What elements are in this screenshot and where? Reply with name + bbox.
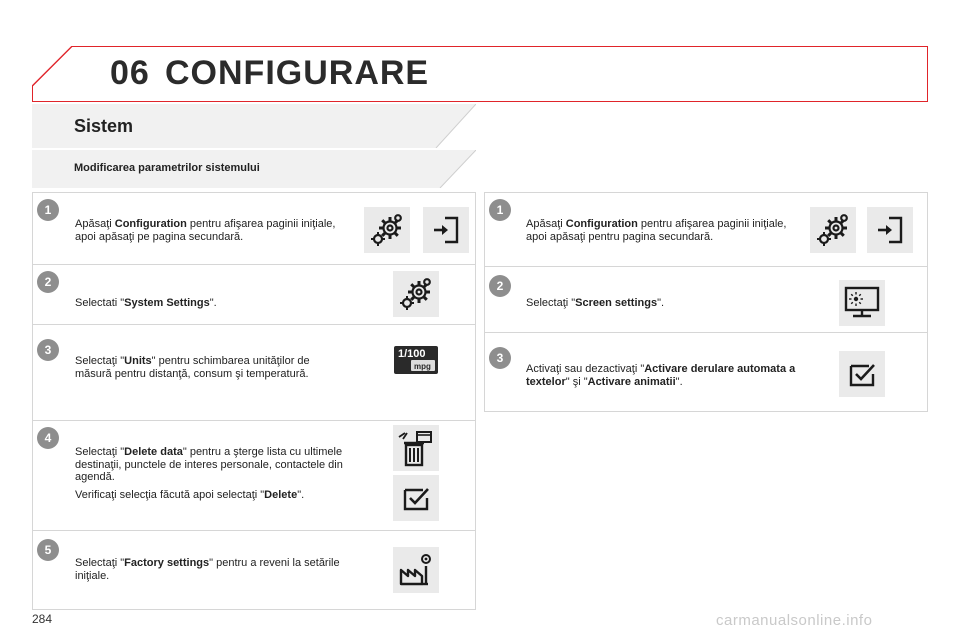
step-text-run: " şi " bbox=[565, 375, 588, 388]
step-number-badge: 1 bbox=[489, 199, 511, 221]
confirm-check-icon bbox=[839, 351, 885, 397]
step-number-badge: 2 bbox=[37, 271, 59, 293]
units-icon-top: 1/100 bbox=[398, 348, 426, 360]
step-number-badge: 4 bbox=[37, 427, 59, 449]
confirm-check-icon bbox=[393, 475, 439, 521]
step-text-run: ". bbox=[675, 375, 683, 388]
step-text-run: Selectaţi " bbox=[75, 446, 125, 458]
step-text-run: Selectati " bbox=[75, 297, 125, 309]
step-text bbox=[526, 363, 806, 388]
step-text-run: Apăsaţi bbox=[75, 218, 115, 230]
step-text-run: " pentru a reveni la setările iniţiale. bbox=[75, 557, 340, 582]
step-text bbox=[75, 557, 345, 582]
gears-icon bbox=[364, 207, 410, 253]
step-text bbox=[75, 297, 345, 310]
step-number-badge: 3 bbox=[37, 339, 59, 361]
step-text bbox=[75, 218, 345, 243]
step-text-emphasis: Delete bbox=[264, 488, 298, 501]
step-text-emphasis: Factory settings bbox=[124, 557, 210, 569]
step-text-run: " pentru a şterge lista cu ultimele destinaţii, punctele de interes personale, contactele din agendă. bbox=[75, 446, 343, 483]
step bbox=[33, 193, 475, 265]
step-text-paragraph bbox=[75, 446, 359, 484]
step-text-run: pentru afişarea paginii iniţiale, apoi apăsaţi pe pagina secundară. bbox=[75, 218, 336, 243]
step-text-emphasis: Units bbox=[124, 355, 152, 367]
factory-settings-icon bbox=[393, 547, 439, 593]
step bbox=[33, 421, 475, 531]
left-steps-panel bbox=[32, 192, 476, 610]
step-text-emphasis: System Settings bbox=[124, 297, 210, 309]
gears-icon bbox=[810, 207, 856, 253]
step-text-run: Activaţi sau dezactivaţi " bbox=[526, 363, 645, 375]
chapter-number: 06 bbox=[110, 54, 150, 92]
section-title: Sistem bbox=[74, 116, 134, 136]
chapter-title: CONFIGURARE bbox=[165, 54, 430, 92]
step-text-run: Selectaţi " bbox=[75, 557, 125, 569]
step-number-badge: 1 bbox=[37, 199, 59, 221]
watermark: carmanualsonline.info bbox=[716, 612, 873, 629]
step-number-badge: 3 bbox=[489, 347, 511, 369]
screen-settings-icon bbox=[839, 280, 885, 326]
step-text-run: ". bbox=[297, 488, 305, 501]
step-text-run: Selectaţi " bbox=[526, 297, 576, 309]
step-text-emphasis: Activare derulare automata a textelor bbox=[526, 363, 796, 388]
step-text-run: ". bbox=[209, 297, 217, 309]
step-text-run: ". bbox=[657, 297, 665, 309]
step-text-run: Verificaţi selecţia făcută apoi selectaţi " bbox=[75, 488, 265, 501]
secondary-page-icon bbox=[423, 207, 469, 253]
step-text-paragraph bbox=[75, 489, 359, 502]
step bbox=[485, 333, 927, 413]
units-icon bbox=[393, 337, 439, 383]
step-text-emphasis: Configuration bbox=[565, 218, 638, 230]
units-icon-bottom: mpg bbox=[414, 362, 431, 371]
step-text-emphasis: Delete data bbox=[124, 446, 183, 458]
right-steps-panel bbox=[484, 192, 928, 412]
chapter-header bbox=[32, 46, 928, 102]
step-text-emphasis: Activare animatii bbox=[587, 375, 676, 388]
page-number: 284 bbox=[32, 612, 53, 626]
step-text-run: " pentru schimbarea unităţilor de măsură pentru distanţă, consum şi temperatură. bbox=[75, 355, 310, 380]
step bbox=[33, 325, 475, 421]
step-text bbox=[526, 297, 796, 310]
step-text-emphasis: Screen settings bbox=[575, 297, 658, 309]
step-text-run: Selectaţi " bbox=[75, 355, 125, 367]
step bbox=[485, 267, 927, 333]
gears-icon bbox=[393, 271, 439, 317]
step-text bbox=[526, 218, 802, 243]
step bbox=[485, 193, 927, 267]
step bbox=[33, 531, 475, 611]
secondary-page-icon bbox=[867, 207, 913, 253]
delete-data-icon bbox=[393, 425, 439, 471]
step-number-badge: 2 bbox=[489, 275, 511, 297]
step-text-emphasis: Configuration bbox=[114, 218, 187, 230]
step-text bbox=[75, 446, 359, 501]
step bbox=[33, 265, 475, 325]
step-text bbox=[75, 355, 345, 380]
subsection-title: Modificarea parametrilor sistemului bbox=[74, 162, 260, 174]
step-text-run: Apăsaţi bbox=[526, 218, 566, 230]
step-text-run: pentru afişarea paginii iniţiale, apoi apăsaţi pentru pagina secundară. bbox=[526, 218, 787, 243]
step-number-badge: 5 bbox=[37, 539, 59, 561]
